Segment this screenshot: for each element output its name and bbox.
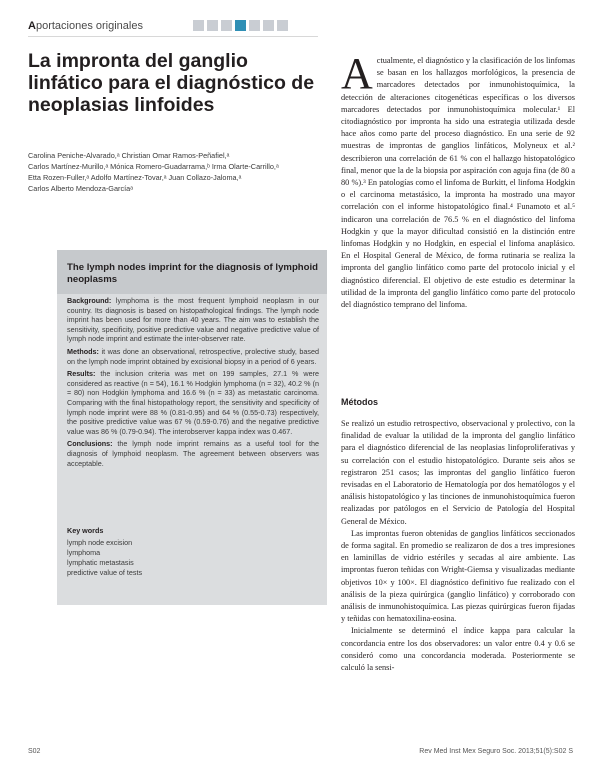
intro-paragraph [341, 49, 575, 311]
conclusions-text: the lymph node imprint remains as a useful tool for the diagnosis of lymphoid neoplasm. The agreement between observers was acceptable. [67, 439, 319, 468]
methods-text: it was done an observational, retrospective, prolective study, based on the lymph node imprint obtained by excisional biopsy in a period of 6 years. [67, 346, 319, 366]
methods-paragraph: Las improntas fueron obtenidas de ganglios linfáticos seccionados de forma sagital. En promedio se realizaron de dos a tres impresiones en laminillas de vidrio estériles y secadas al aire ambiente. Las improntas fueron teñidas con Wright-Giemsa y visualizadas mediante objetivos 10× y 100×. El diagnóstico definitivo fue realizado con el análisis de la pieza quirúrgica (ganglio linfático) y corroborado con análisis de inmunohistoquímica. Las piezas quirúrgicas fueron fijadas y teñidas con hematoxilina-eosina. [341, 528, 575, 624]
intro-column [341, 49, 575, 311]
methods-column [341, 418, 575, 674]
abstract-header [57, 250, 327, 294]
header-rule [28, 36, 318, 37]
keyword-item: predictive value of tests [67, 568, 143, 577]
author-line: Carlos Martínez-Murillo,ᵃ Mónica Romero-Guadarrama,ᵇ Irma Olarte-Carrillo,ᵃ [28, 162, 279, 171]
section-tag-initial: A [28, 20, 36, 32]
methods-paragraph: Se realizó un estudio retrospectivo, observacional y prolectivo, con la finalidad de evaluar la utilidad de la impronta del ganglio linfático para el diagnóstico diferencial de las neoplasias linfoproliferativas y su correlación con el estudio histopatológico. Durante seis años se registraron 251 casos; las improntas del ganglio linfático fueron revisadas en el Laboratorio de Hematología por dos hematólogos y el análisis histopatológico y las tinciones de inmunohistoquímica fueron realizadas por patólogos en el Servicio de Patología del Hospital General de México. [341, 419, 575, 526]
keyword-item: lymphatic metastasis [67, 558, 134, 567]
methods-label: Methods: [67, 346, 99, 356]
square-marker [193, 20, 204, 31]
section-tag-rest: portaciones originales [35, 20, 143, 32]
section-tag [28, 20, 143, 32]
square-marker-active [235, 20, 246, 31]
results-text: the inclusion criteria was met on 199 samples, 27.1 % were considered as reactive (n = 54), 16.1 % Hodgkin lymphoma (n = 32), 40.2 % (n = 80) non Hodgkin lymphoma and 16.6 % (n = 33) as metastatic carcinoma. Comparing with the final histopathology report, the sensitivity and specificity of lymph node imprint were 88 % (0.81-0.95) and 64 % (0.55-0.73) respectively, the positive predictive value was 67 % (0.59-0.76) and the negative predictive value was 86 % (0.79-0.94). The interobserver kappa index was 0.467. [67, 369, 319, 436]
results-label: Results: [67, 369, 96, 379]
keywords-block [67, 526, 319, 578]
author-list [28, 150, 328, 194]
abstract-background [67, 296, 319, 344]
abstract-methods [67, 347, 319, 366]
author-line: Carlos Alberto Mendoza-Garcíaᵃ [28, 184, 133, 193]
square-marker [207, 20, 218, 31]
keyword-item: lymphoma [67, 548, 101, 557]
abstract-conclusions [67, 439, 319, 468]
square-marker [249, 20, 260, 31]
abstract-body [67, 296, 319, 471]
author-line: Carolina Peniche-Alvarado,ᵃ Christian Omar Ramos-Peñafiel,ᵃ [28, 151, 230, 160]
abstract-results [67, 369, 319, 436]
section-squares [193, 20, 288, 31]
keywords-title: Key words [67, 526, 104, 535]
methods-paragraph: Inicialmente se determinó el índice kappa para calcular la concordancia entre los dos observadores: un valor entre 0.4 y 0.6 se consideró como una concordancia moderada. Posteriormente se calculó la sensi- [341, 626, 575, 673]
background-label: Background: [67, 296, 112, 305]
abstract-title: The lymph nodes imprint for the diagnosis of lymphoid neoplasms [67, 262, 319, 285]
abstract-box [57, 250, 327, 605]
square-marker [263, 20, 274, 31]
background-text: lymphoma is the most frequent lymphoid neoplasm in our country. Its diagnosis is based on histopathological findings. The lymph node imprint has been used for more than 40 years. The aim was to establish the sensitivity, specificity, positive predictive value and negative predictive value of lymph node imprint and estimate the inter-observer rate. [67, 296, 319, 344]
page-number: S02 [28, 748, 41, 755]
intro-text: ctualmente, el diagnóstico y la clasificación de los linfomas se basan en los hallazgos morfológicos, la presencia de marcadores detectados por inmunohistoquímica, la detección de alteraciones citogenéticas específicas o los diversos marcadores detectados por inmunohistoquímica molecular.¹ El citodiagnóstico por impronta ha sido una estrategia utilizada desde hace años como parte del proceso diagnóstico. En una serie de 92 muestras de improntas de ganglios linfáticos, Molyneux et al.² describieron una correlación de 61 % con el hallazgo histopatológico final, menor que la de la biopsia por aspiración con aguja fina (de 80 a 80 %).³ En patologías como el linfoma de Burkitt, el linfoma Hodgkin o el carcinoma metastásico, la impronta ha mostrado una mayor correlación con el informe histopatológico final.⁴ Funamoto et al.⁵ indicaron una correlación de 76.5 % en el diagnóstico del linfoma Hodgkin y que la mayor dificultad consistió en la distinción entre linfomas Hodgkin y no Hodgkin, en especial el linfoma anaplásico. En el Hospital General de México, de forma rutinaria se realiza la impronta del ganglio linfático como parte del protocolo inicial y el diagnóstico diferencial. El objetivo de este estudio es determinar la utilidad de la impronta del ganglio linfático como parte del protocolo del diagnóstico temprano del linfoma. [341, 56, 575, 310]
methods-heading: Métodos [341, 397, 378, 407]
keyword-item: lymph node excision [67, 538, 133, 547]
author-line: Etta Rozen-Fuller,ᵃ Adolfo Martínez-Tovar,ᵃ Juan Collazo-Jaloma,ᵃ [28, 173, 242, 182]
square-marker [221, 20, 232, 31]
journal-citation: Rev Med Inst Mex Seguro Soc. 2013;51(5):S02 S [419, 748, 573, 755]
article-title: La impronta del ganglio linfático para el diagnóstico de neoplasias linfoides [28, 50, 315, 116]
drop-cap: A [341, 49, 373, 98]
conclusions-label: Conclusions: [67, 439, 113, 449]
square-marker [277, 20, 288, 31]
